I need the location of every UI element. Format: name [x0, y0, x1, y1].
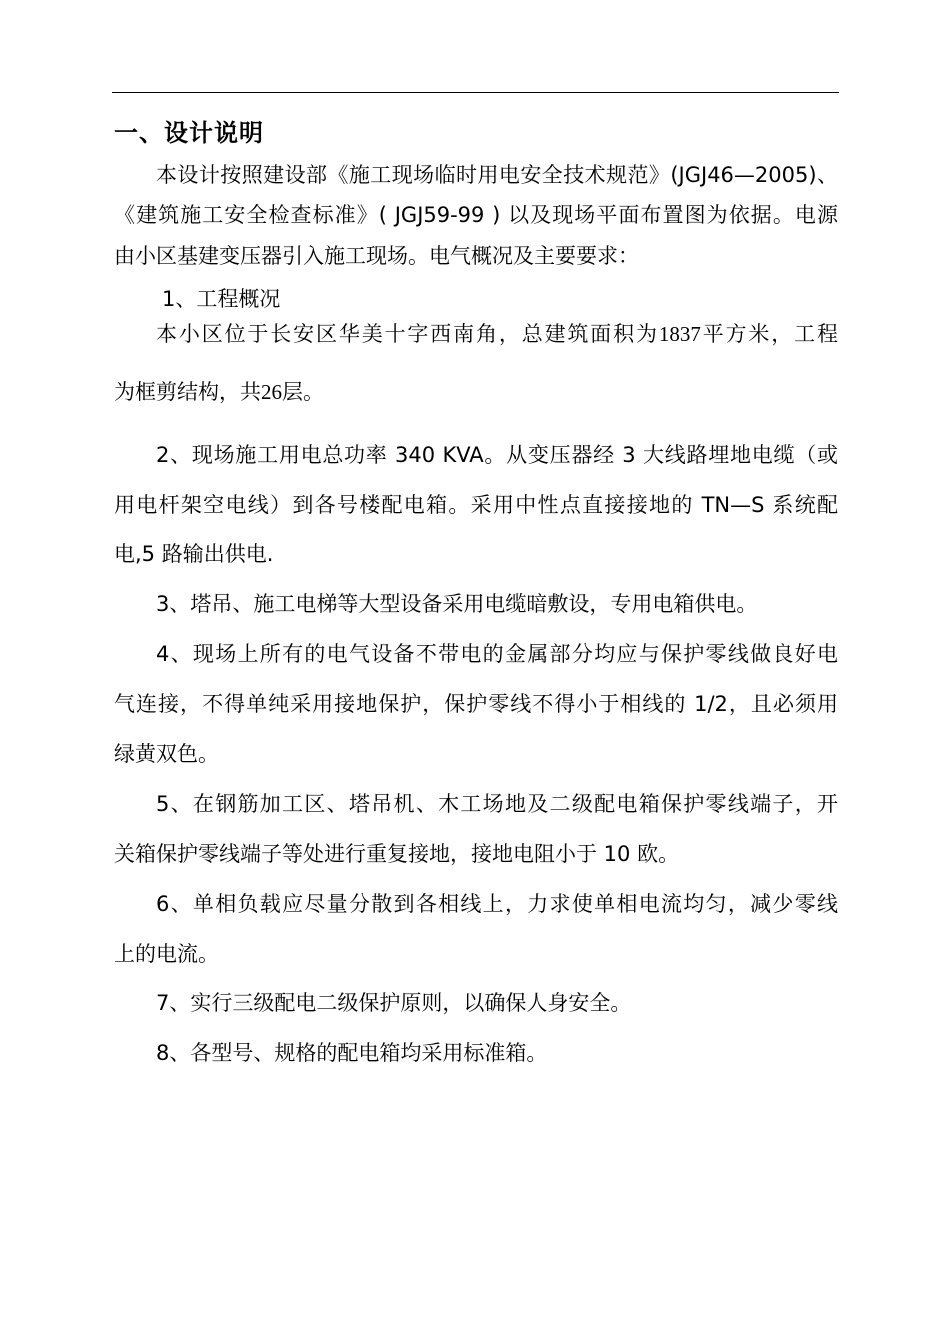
item4-line-1: 4、现场上所有的电气设备不带电的金属部分均应与保护零线做良好电: [156, 642, 838, 666]
intro-line-1: 本设计按照建设部《施工现场临时用电安全技术规范》(JGJ46—2005)、: [156, 163, 838, 187]
item2-line-3: 电,5 路输出供电.: [114, 542, 274, 566]
section1-text: 平方米，工程: [700, 322, 838, 346]
section-heading: 一、设计说明: [114, 119, 264, 147]
floors-value: 26: [261, 380, 282, 404]
section1-title: 1、工程概况: [162, 287, 281, 311]
item5-line-1: 5、在钢筋加工区、塔吊机、木工场地及二级配电箱保护零线端子，开: [156, 792, 838, 816]
section1-line-2: [114, 378, 838, 406]
section1-text: 为框剪结构，共: [114, 380, 261, 404]
section1-text: 本小区位于长安区华美十字西南角，总建筑面积为: [156, 322, 659, 346]
header-rule: [112, 92, 839, 93]
area-value: 1837: [658, 322, 701, 346]
item8-line-1: 8、各型号、规格的配电箱均采用标准箱。: [156, 1041, 548, 1065]
item7-line-1: 7、实行三级配电二级保护原则，以确保人身安全。: [156, 991, 632, 1015]
section1-text: 层。: [282, 380, 324, 404]
intro-line-2: 《建筑施工安全检查标准》( JGJ59-99 ) 以及现场平面布置图为依据。电源: [114, 203, 838, 227]
item6-line-1: 6、单相负载应尽量分散到各相线上，力求使单相电流均匀，减少零线: [156, 892, 838, 916]
item4-line-2: 气连接，不得单纯采用接地保护，保护零线不得小于相线的 1/2，且必须用: [114, 692, 838, 716]
item2-line-2: 用电杆架空电线）到各号楼配电箱。采用中性点直接接地的 TN—S 系统配: [114, 493, 838, 517]
item2-line-1: 2、现场施工用电总功率 340 KVA。从变压器经 3 大线路埋地电缆（或: [156, 443, 838, 467]
item6-line-2: 上的电流。: [114, 942, 219, 966]
intro-line-3: 由小区基建变压器引入施工现场。电气概况及主要要求：: [114, 244, 639, 268]
item3-line-1: 3、塔吊、施工电梯等大型设备采用电缆暗敷设，专用电箱供电。: [156, 592, 758, 616]
item4-line-3: 绿黄双色。: [114, 742, 219, 766]
section1-line-1: [156, 320, 838, 348]
item5-line-2: 关箱保护零线端子等处进行重复接地，接地电阻小于 10 欧。: [114, 842, 680, 866]
